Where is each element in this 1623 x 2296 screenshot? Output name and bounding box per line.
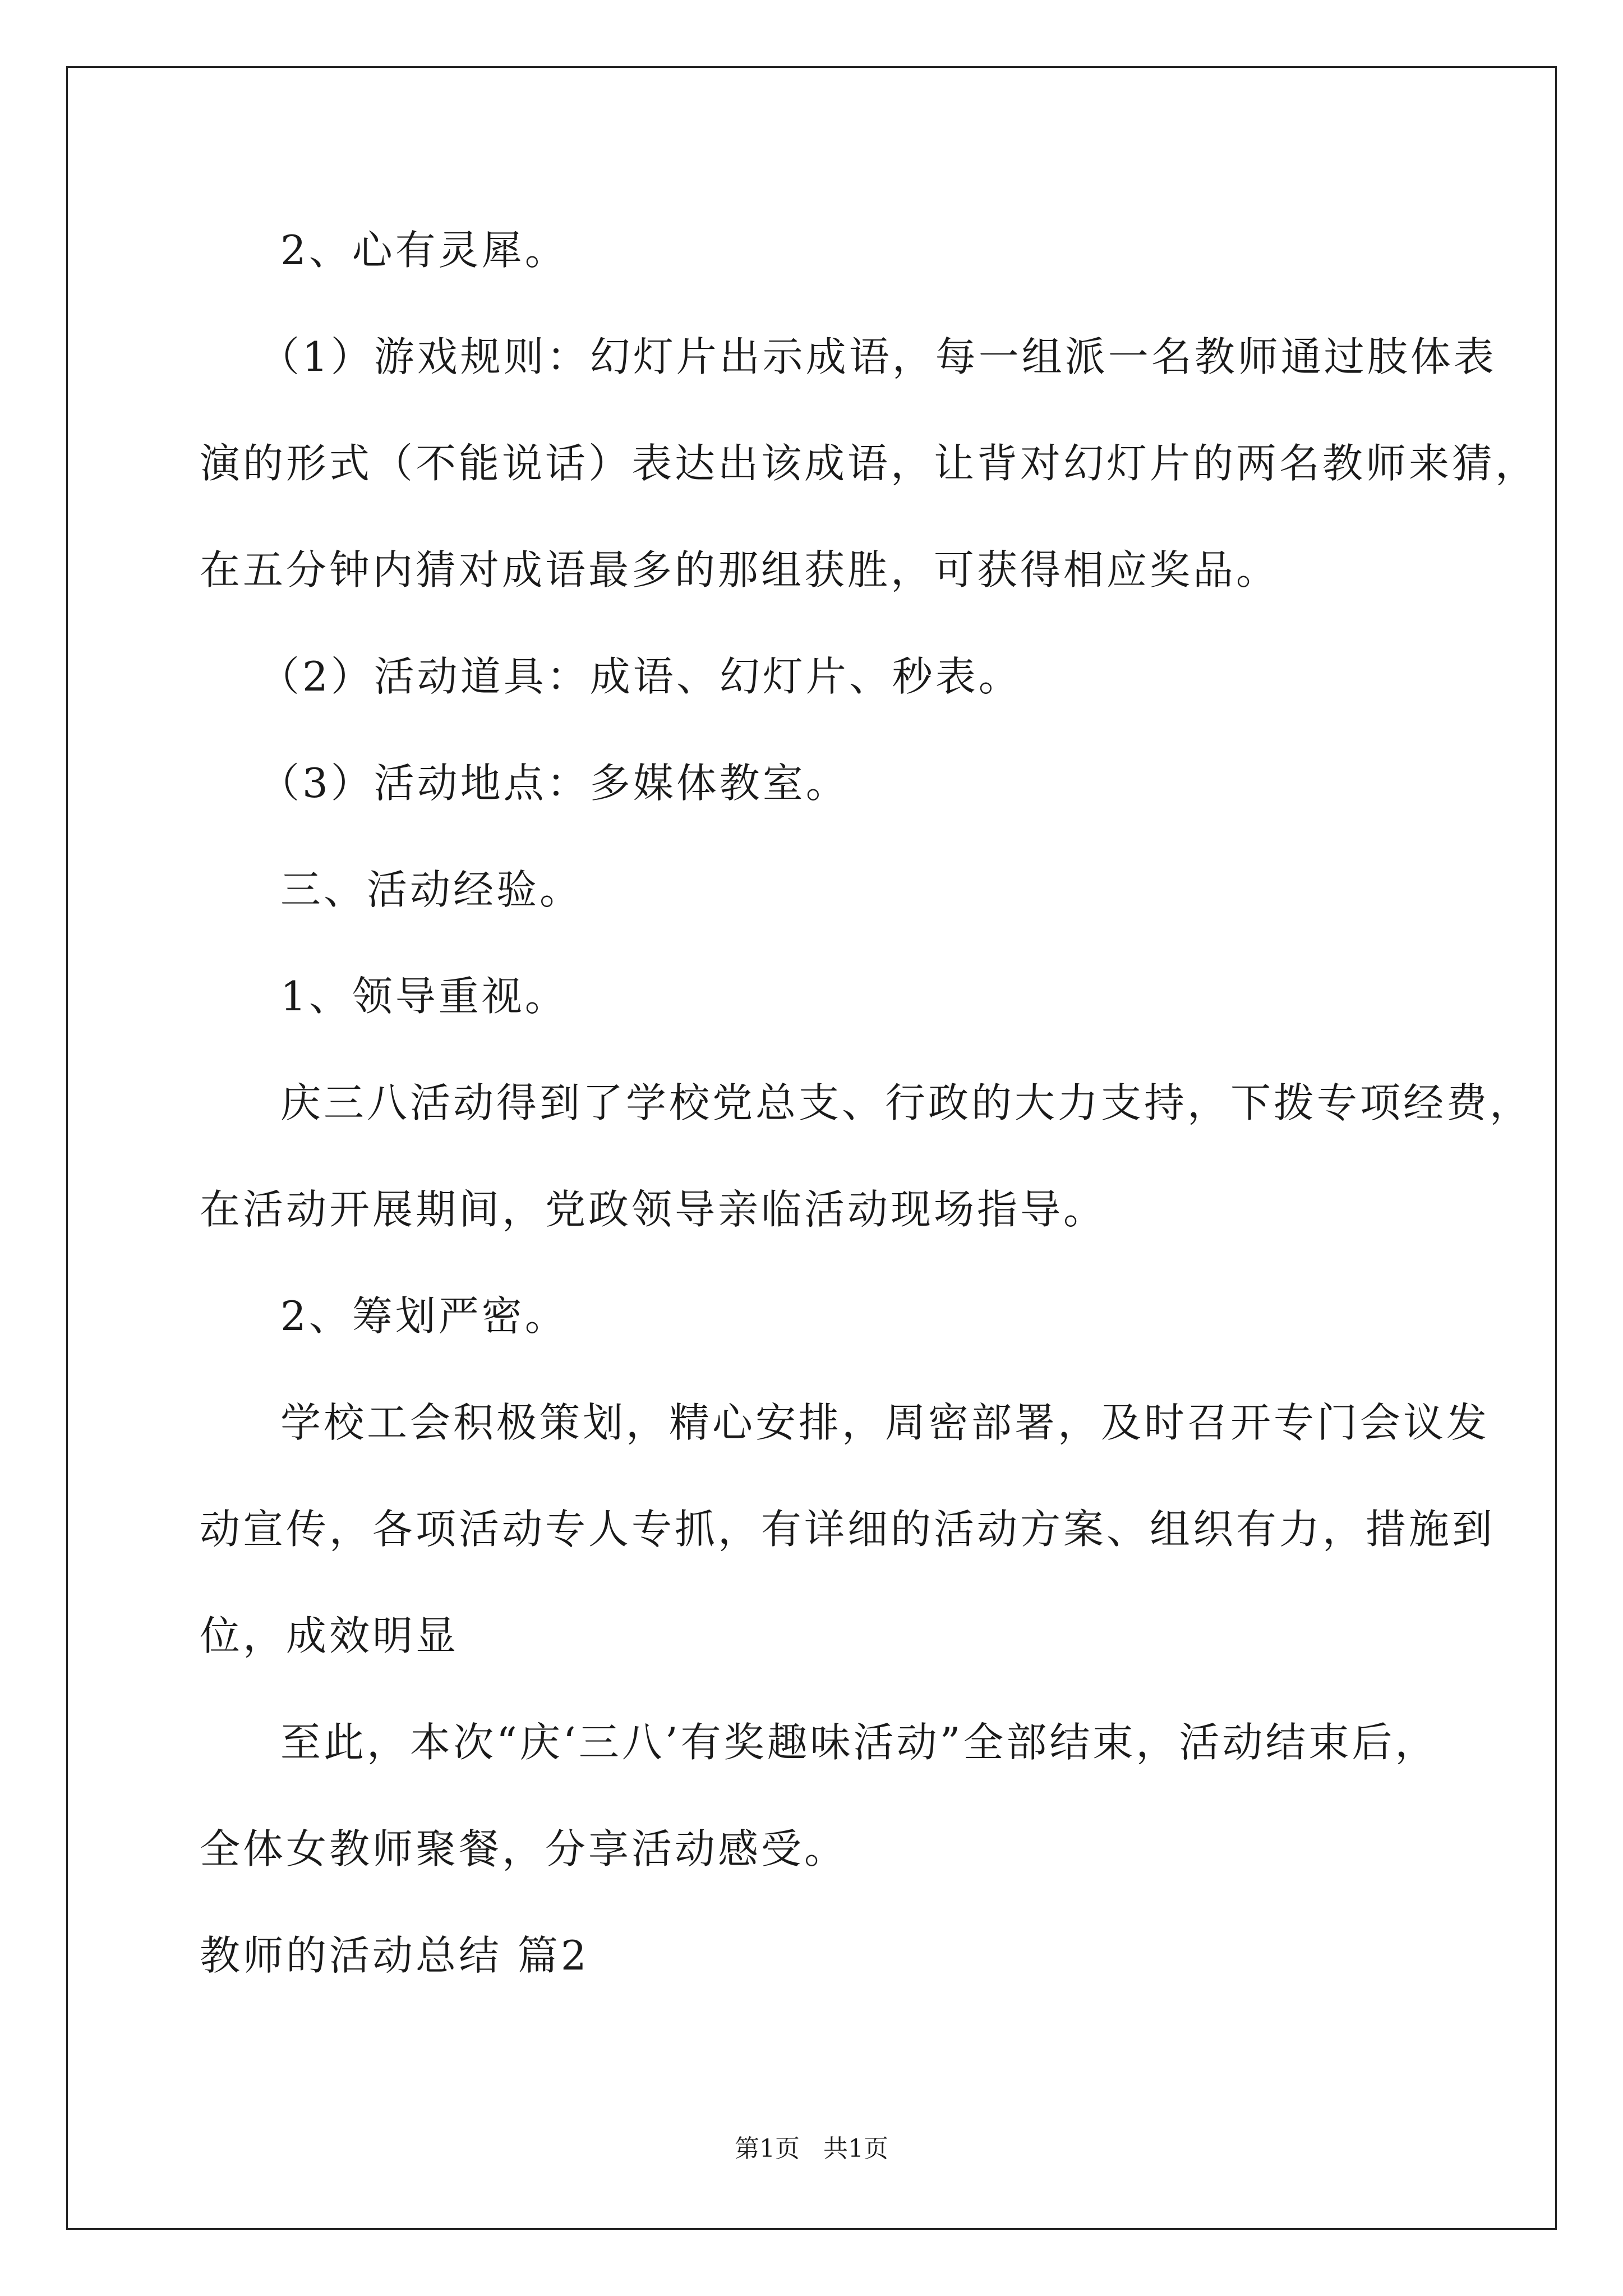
paragraph-line: 动宣传，各项活动专人专抓，有详细的活动方案、组织有力，措施到 — [200, 1506, 1496, 1553]
paragraph-leadership-support: 庆三八活动得到了学校党总支、行政的大力支持，下拨专项经费， — [280, 1079, 1533, 1126]
subheading-leadership: 1、领导重视。 — [280, 973, 568, 1020]
subheading-planning: 2、筹划严密。 — [280, 1292, 568, 1340]
section-heading-activity-experience: 三、活动经验。 — [280, 866, 583, 913]
paragraph-game-rules: （1）游戏规则：幻灯片出示成语，每一组派一名教师通过肢体表 — [259, 333, 1497, 380]
paragraph-conclusion: 至此，本次“庆‘三八’有奖趣味活动”全部结束，活动结束后， — [280, 1719, 1438, 1766]
paragraph-line: 位，成效明显 — [200, 1612, 459, 1659]
paragraph-line: 在活动开展期间，党政领导亲临活动现场指导。 — [200, 1186, 1107, 1233]
paragraph-line: 在五分钟内猜对成语最多的那组获胜，可获得相应奖品。 — [200, 546, 1280, 593]
paragraph-activity-location: （3）活动地点：多媒体教室。 — [259, 760, 849, 807]
paragraph-line: 演的形式（不能说话）表达出该成语，让背对幻灯片的两名教师来猜， — [200, 440, 1539, 487]
paragraph-line: 全体女教师聚餐，分享活动感受。 — [200, 1825, 848, 1872]
page-frame — [66, 66, 1557, 2230]
section-heading-2-xinyoulingxi: 2、心有灵犀。 — [280, 227, 568, 274]
page-footer: 第1页 共1页 — [735, 2134, 888, 2163]
article-heading-part-2: 教师的活动总结 篇2 — [200, 1932, 589, 1979]
paragraph-planning: 学校工会积极策划，精心安排，周密部署，及时召开专门会议发 — [280, 1399, 1490, 1446]
paragraph-activity-props: （2）活动道具：成语、幻灯片、秒表。 — [259, 653, 1022, 700]
